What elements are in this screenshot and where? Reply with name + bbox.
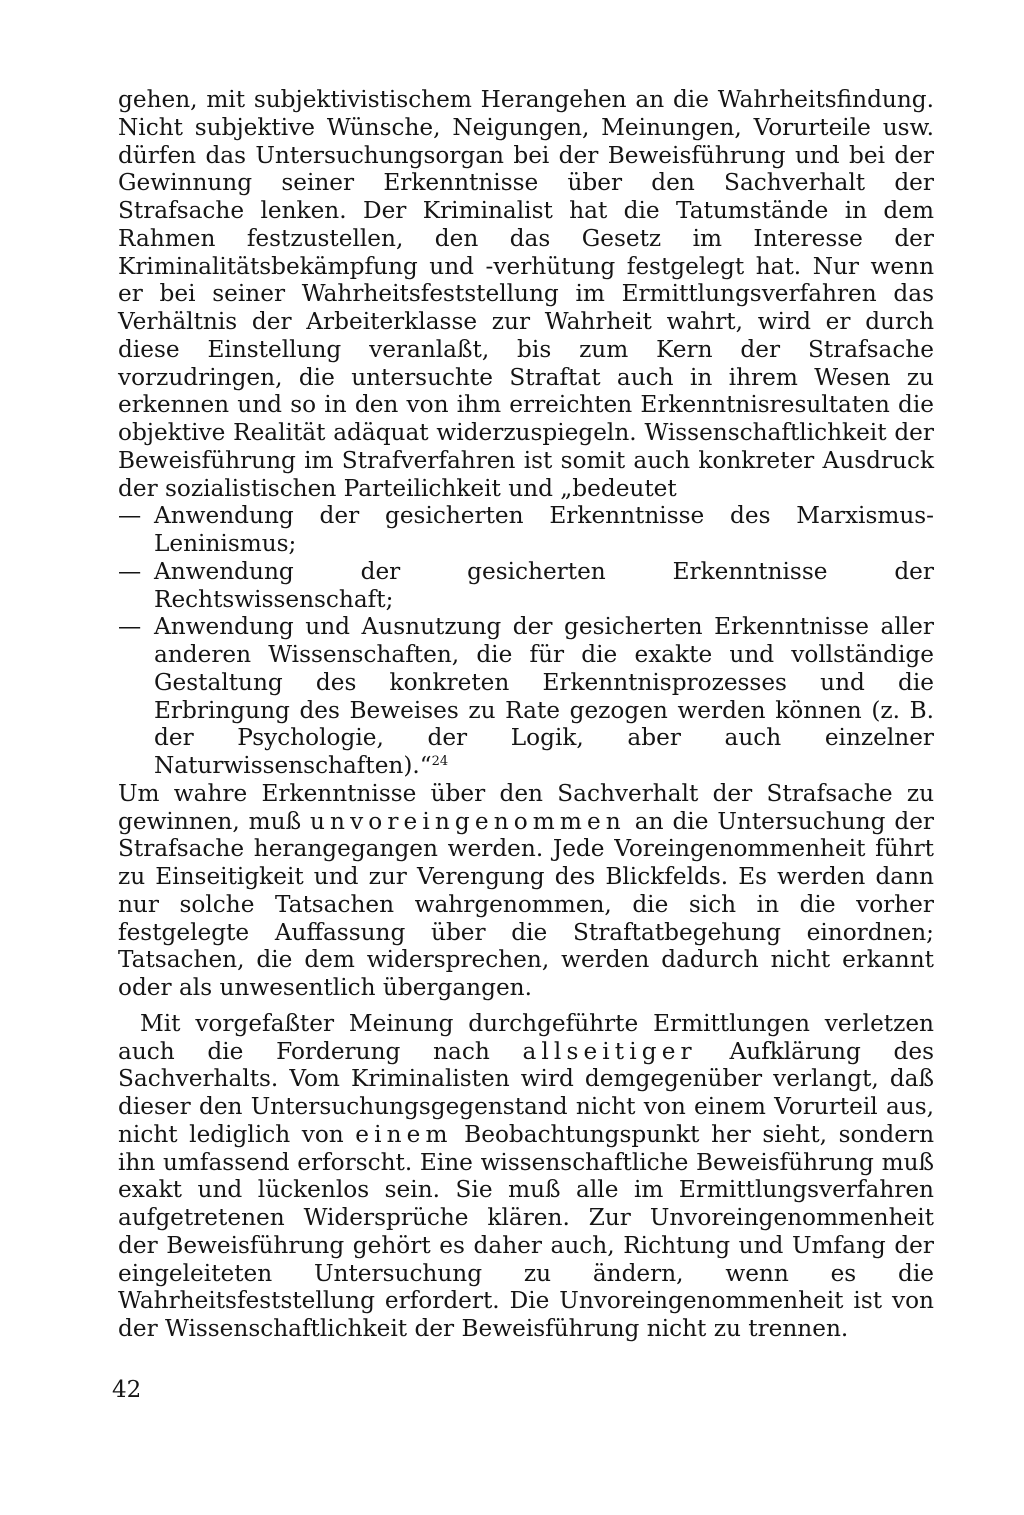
page-number: 42 <box>112 1377 142 1403</box>
third-paragraph-part-2: Aufklärung des Sachverhalts. Vom Kriminalisten wird demgegenüber verlangt, daß dieser den Untersuchungsgegenstand nicht von einem Vorurteil aus, nicht lediglich von <box>118 1037 934 1148</box>
list-item-text: Anwendung der gesicherten Erkenntnisse der Rechtswissenschaft; <box>154 557 934 613</box>
emphasis-unvoreingenommen: unvoreingenommen <box>310 807 626 835</box>
second-paragraph-end: an die Untersuchung der Strafsache herangegangen werden. Jede Voreingenommenheit führt zu Einseitigkeit und zur Verengung des Blickfelds. Es werden dann nur solche Tatsachen wahrgenommen, die sich in die vorher festgelegte Auffassung über die Straftatbegehung einordnen; Tatsachen, die dem widersprechen, werden dadurch nicht erkannt oder als unwesentlich übergangen. <box>118 807 935 1001</box>
body-text <box>118 86 934 1343</box>
emphasis-allseitiger: allseitiger <box>522 1037 697 1065</box>
requirements-list <box>118 502 934 780</box>
list-item-text: Anwendung der gesicherten Erkenntnisse des Marxismus-Leninismus; <box>154 502 934 557</box>
intro-paragraph: gehen, mit subjektivistischem Herangehen an die Wahrheitsfindung. Nicht subjektive Wünsche, Neigungen, Meinungen, Vorurteile usw. dürfen das Untersuchungsorgan bei der Beweisführung und bei der Gewinnung seiner Erkenntnisse über den Sachverhalt der Strafsache lenken. Der Kriminalist hat die Tatumstände in dem Rahmen festzustellen, den das Gesetz im Interesse der Kriminalitätsbekämpfung und -verhütung festgelegt hat. Nur wenn er bei seiner Wahrheitsfeststellung im Ermittlungsverfahren das Verhältnis der Arbeiterklasse zur Wahrheit wahrt, wird er durch diese Einstellung veranlaßt, bis zum Kern der Strafsache vorzudringen, die untersuchte Straftat auch in ihrem Wesen zu erkennen und so in den von ihm erreichten Erkenntnisresultaten die objektive Realität adäquat widerzuspiegeln. Wissenschaftlichkeit der Beweisführung im Strafverfahren ist somit auch konkreter Ausdruck der sozialistischen Parteilichkeit und „bedeutet <box>118 86 934 502</box>
footnote-marker: 24 <box>431 754 449 769</box>
second-paragraph-start: Um wahre Erkenntnisse über den Sachverhalt der Strafsache zu gewinnen, muß <box>118 779 934 835</box>
list-item <box>118 502 934 558</box>
third-paragraph-part-1: Mit vorgefaßter Meinung durchgeführte Ermittlungen verletzen auch die Forderung nach <box>118 1009 934 1065</box>
dash-marker: — <box>118 502 142 530</box>
third-paragraph <box>118 1010 934 1343</box>
dash-marker: — <box>118 613 142 641</box>
list-item <box>118 558 934 614</box>
emphasis-einem: einem <box>355 1120 453 1148</box>
list-item <box>118 613 934 780</box>
second-paragraph <box>118 780 934 1002</box>
dash-marker: — <box>118 557 142 585</box>
list-item-text: Anwendung und Ausnutzung der gesicherten Erkenntnisse aller anderen Wissenschaften, die für die exakte und vollständige Gestaltung des konkreten Erkenntnisprozesses und die Erbringung des Beweises zu Rate gezogen werden können (z. B. der Psychologie, der Logik, aber auch einzelner Naturwissenschaften).“ <box>154 613 934 779</box>
third-paragraph-part-3: Beobachtungspunkt her sieht, sondern ihn umfassend erforscht. Eine wissenschaftliche Beweisführung muß exakt und lückenlos sein. Sie muß alle im Ermittlungsverfahren aufgetretenen Widersprüche klären. Zur Unvoreingenommenheit der Beweisführung gehört es daher auch, Richtung und Umfang der eingeleiteten Untersuchung zu ändern, wenn es die Wahrheitsfeststellung erfordert. Die Unvoreingenommenheit ist von der Wissenschaftlichkeit der Beweisführung nicht zu trennen. <box>118 1120 934 1342</box>
